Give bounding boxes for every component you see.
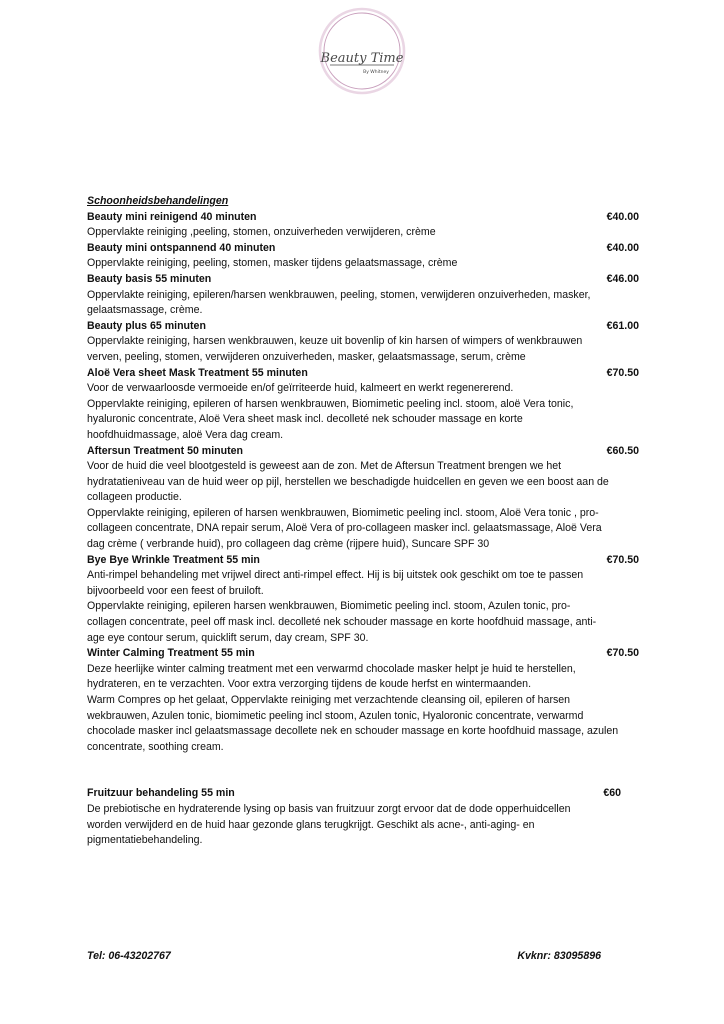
description-line: Deze heerlijke winter calming treatment met een verwarmd chocolade masker helpt je huid te herstellen, bbox=[87, 662, 576, 675]
description-line: gelaatsmassage, crème. bbox=[87, 304, 203, 317]
description-line: Oppervlakte reiniging, harsen wenkbrauwen, keuze uit bovenlip of kin harsen of wimpers of wenkbrauwen bbox=[87, 335, 583, 348]
treatment-title: Aloë Vera sheet Mask Treatment 55 minuten bbox=[87, 366, 308, 379]
treatment-price: €46.00 bbox=[606, 272, 639, 285]
treatment-item bbox=[87, 444, 639, 553]
description-line: collageen productie. bbox=[87, 491, 182, 504]
treatment-title: Aftersun Treatment 50 minuten bbox=[87, 444, 243, 457]
treatment-price: €40.00 bbox=[606, 241, 639, 254]
description-line: Oppervlakte reiniging, epileren of harsen wenkbrauwen, Biomimetic peeling incl. stoom, aloë Vera tonic, bbox=[87, 397, 574, 410]
description-line: collagen concentrate, peel off mask incl. decolleté nek schouder massage en korte hoofdhuid massage, anti- bbox=[87, 616, 597, 629]
treatments-container bbox=[87, 210, 639, 756]
description-line: chocolade masker incl gelaatsmassage decollete nek en schouder massage en korte hoofdhuid massage, azulen bbox=[87, 725, 619, 738]
treatment-list bbox=[87, 194, 639, 849]
description-line: worden verwijderd en de huid haar gezonde glans terugkrijgt. Geschikt als acne-, anti-aging- en bbox=[87, 818, 535, 831]
description-line: Voor de verwaarloosde vermoeide en/of geïrriteerde huid, kalmeert en werkt regenererend. bbox=[87, 382, 514, 395]
logo-name: Beauty Time bbox=[320, 51, 404, 66]
description-line: dag crème ( verbrande huid), pro collageen dag crème (rijpere huid), Suncare SPF 30 bbox=[87, 538, 490, 551]
treatment-item bbox=[87, 241, 639, 272]
description-line: Oppervlakte reiniging ,peeling, stomen, onzuiverheden verwijderen, crème bbox=[87, 226, 436, 239]
logo-tagline: By Whitney bbox=[363, 70, 389, 75]
treatment-item bbox=[87, 646, 639, 755]
treatment-item bbox=[87, 553, 639, 647]
description-line: Voor de huid die veel blootgesteld is geweest aan de zon. Met de Aftersun Treatment brengen we het bbox=[87, 460, 562, 473]
treatment-header bbox=[87, 553, 639, 569]
treatment-fruit bbox=[87, 786, 639, 848]
description-line: hoofdhuidmassage, aloë Vera dag cream. bbox=[87, 428, 284, 441]
treatment-title: Beauty plus 65 minuten bbox=[87, 319, 206, 332]
treatment-title: Fruitzuur behandeling 55 min bbox=[87, 787, 235, 800]
treatment-header bbox=[87, 210, 639, 226]
description-line: age eye contour serum, quicklift serum, day cream, SPF 30. bbox=[87, 631, 369, 644]
treatment-price: €40.00 bbox=[606, 210, 639, 223]
treatment-header bbox=[87, 786, 639, 802]
description-line: hyaluronic concentrate, Aloë Vera sheet mask incl. decolleté nek schouder massage en korte bbox=[87, 413, 523, 426]
treatment-description bbox=[87, 225, 639, 241]
treatment-description bbox=[87, 662, 639, 756]
treatment-item bbox=[87, 319, 639, 366]
description-line: collageen concentrate, DNA repair serum, Aloë Vera of pro-collageen masker incl. gelaatsmassage, Aloë Vera bbox=[87, 522, 602, 535]
description-line: Oppervlakte reiniging, epileren harsen wenkbrauwen, Biomimetic peeling incl. stoom, Azulen tonic, pro- bbox=[87, 600, 571, 613]
description-line: Oppervlakte reiniging, epileren/harsen wenkbrauwen, peeling, stomen, verwijderen onzuiverheden, masker, bbox=[87, 288, 591, 301]
description-line: pigmentatiebehandeling. bbox=[87, 834, 203, 847]
description-line: De prebiotische en hydraterende lysing op basis van fruitzuur zorgt ervoor dat de dode opperhuidcellen bbox=[87, 802, 571, 815]
treatment-price: €70.50 bbox=[606, 366, 639, 379]
treatment-item bbox=[87, 210, 639, 241]
treatment-price: €70.50 bbox=[606, 647, 639, 660]
treatment-price: €61.00 bbox=[606, 319, 639, 332]
logo bbox=[304, 6, 420, 96]
treatment-header bbox=[87, 241, 639, 257]
treatment-price: €60 bbox=[603, 787, 621, 800]
description-line: hydrateren, en te verzachten. Voor extra verzorging tijdens de koude herfst en wintermaanden. bbox=[87, 678, 532, 691]
treatment-description bbox=[87, 256, 639, 272]
description-line: Oppervlakte reiniging, epileren of harsen wenkbrauwen, Biomimetic peeling incl. stoom, Aloë Vera tonic , pro- bbox=[87, 506, 599, 519]
treatment-header bbox=[87, 319, 639, 335]
treatment-title: Beauty mini reinigend 40 minuten bbox=[87, 210, 257, 223]
treatment-item bbox=[87, 272, 639, 319]
treatment-price: €70.50 bbox=[606, 553, 639, 566]
treatment-description bbox=[87, 568, 639, 646]
treatment-header bbox=[87, 272, 639, 288]
footer-phone: Tel: 06-43202767 bbox=[87, 950, 171, 962]
spacer bbox=[87, 755, 639, 786]
treatment-title: Beauty mini ontspannend 40 minuten bbox=[87, 241, 276, 254]
treatment-description bbox=[87, 381, 639, 443]
description-line: bijvoorbeeld voor een feest of bruiloft. bbox=[87, 584, 264, 597]
treatment-header bbox=[87, 444, 639, 460]
treatment-item bbox=[87, 366, 639, 444]
description-line: hydratatieniveau van de huid weer op pijl, herstellen we beschadigde huidcellen en geven we een boost aan de bbox=[87, 475, 609, 488]
treatment-title: Bye Bye Wrinkle Treatment 55 min bbox=[87, 553, 260, 566]
description-line: Warm Compres op het gelaat, Oppervlakte reiniging met verzachtende cleansing oil, epileren of harsen bbox=[87, 694, 571, 706]
description-line: verven, peeling, stomen, verwijderen onzuiverheden, masker, gelaatsmassage, serum, crème bbox=[87, 350, 526, 363]
treatment-title: Winter Calming Treatment 55 min bbox=[87, 647, 255, 660]
treatment-description bbox=[87, 802, 639, 849]
treatment-price: €60.50 bbox=[606, 444, 639, 457]
treatment-description bbox=[87, 459, 639, 553]
description-line: Anti-rimpel behandeling met vrijwel direct anti-rimpel effect. Hij is bij uitstek ook geschikt om toe te passen bbox=[87, 569, 584, 582]
treatment-header bbox=[87, 646, 639, 662]
description-line: wekbrauwen, Azulen tonic, biomimetic peeling incl stoom, Azulen tonic, Hyaloronic concentrate, verwarmd bbox=[87, 709, 584, 722]
footer bbox=[87, 950, 601, 962]
treatment-description bbox=[87, 288, 639, 319]
treatment-description bbox=[87, 334, 639, 365]
section-heading: Schoonheidsbehandelingen bbox=[87, 195, 229, 207]
treatment-header bbox=[87, 366, 639, 382]
footer-kvk-number: Kvknr: 83095896 bbox=[517, 950, 601, 962]
description-line: Oppervlakte reiniging, peeling, stomen, masker tijdens gelaatsmassage, crème bbox=[87, 257, 458, 270]
description-line: concentrate, soothing cream. bbox=[87, 740, 224, 753]
treatment-title: Beauty basis 55 minuten bbox=[87, 272, 212, 285]
logo-graphic bbox=[304, 6, 420, 96]
